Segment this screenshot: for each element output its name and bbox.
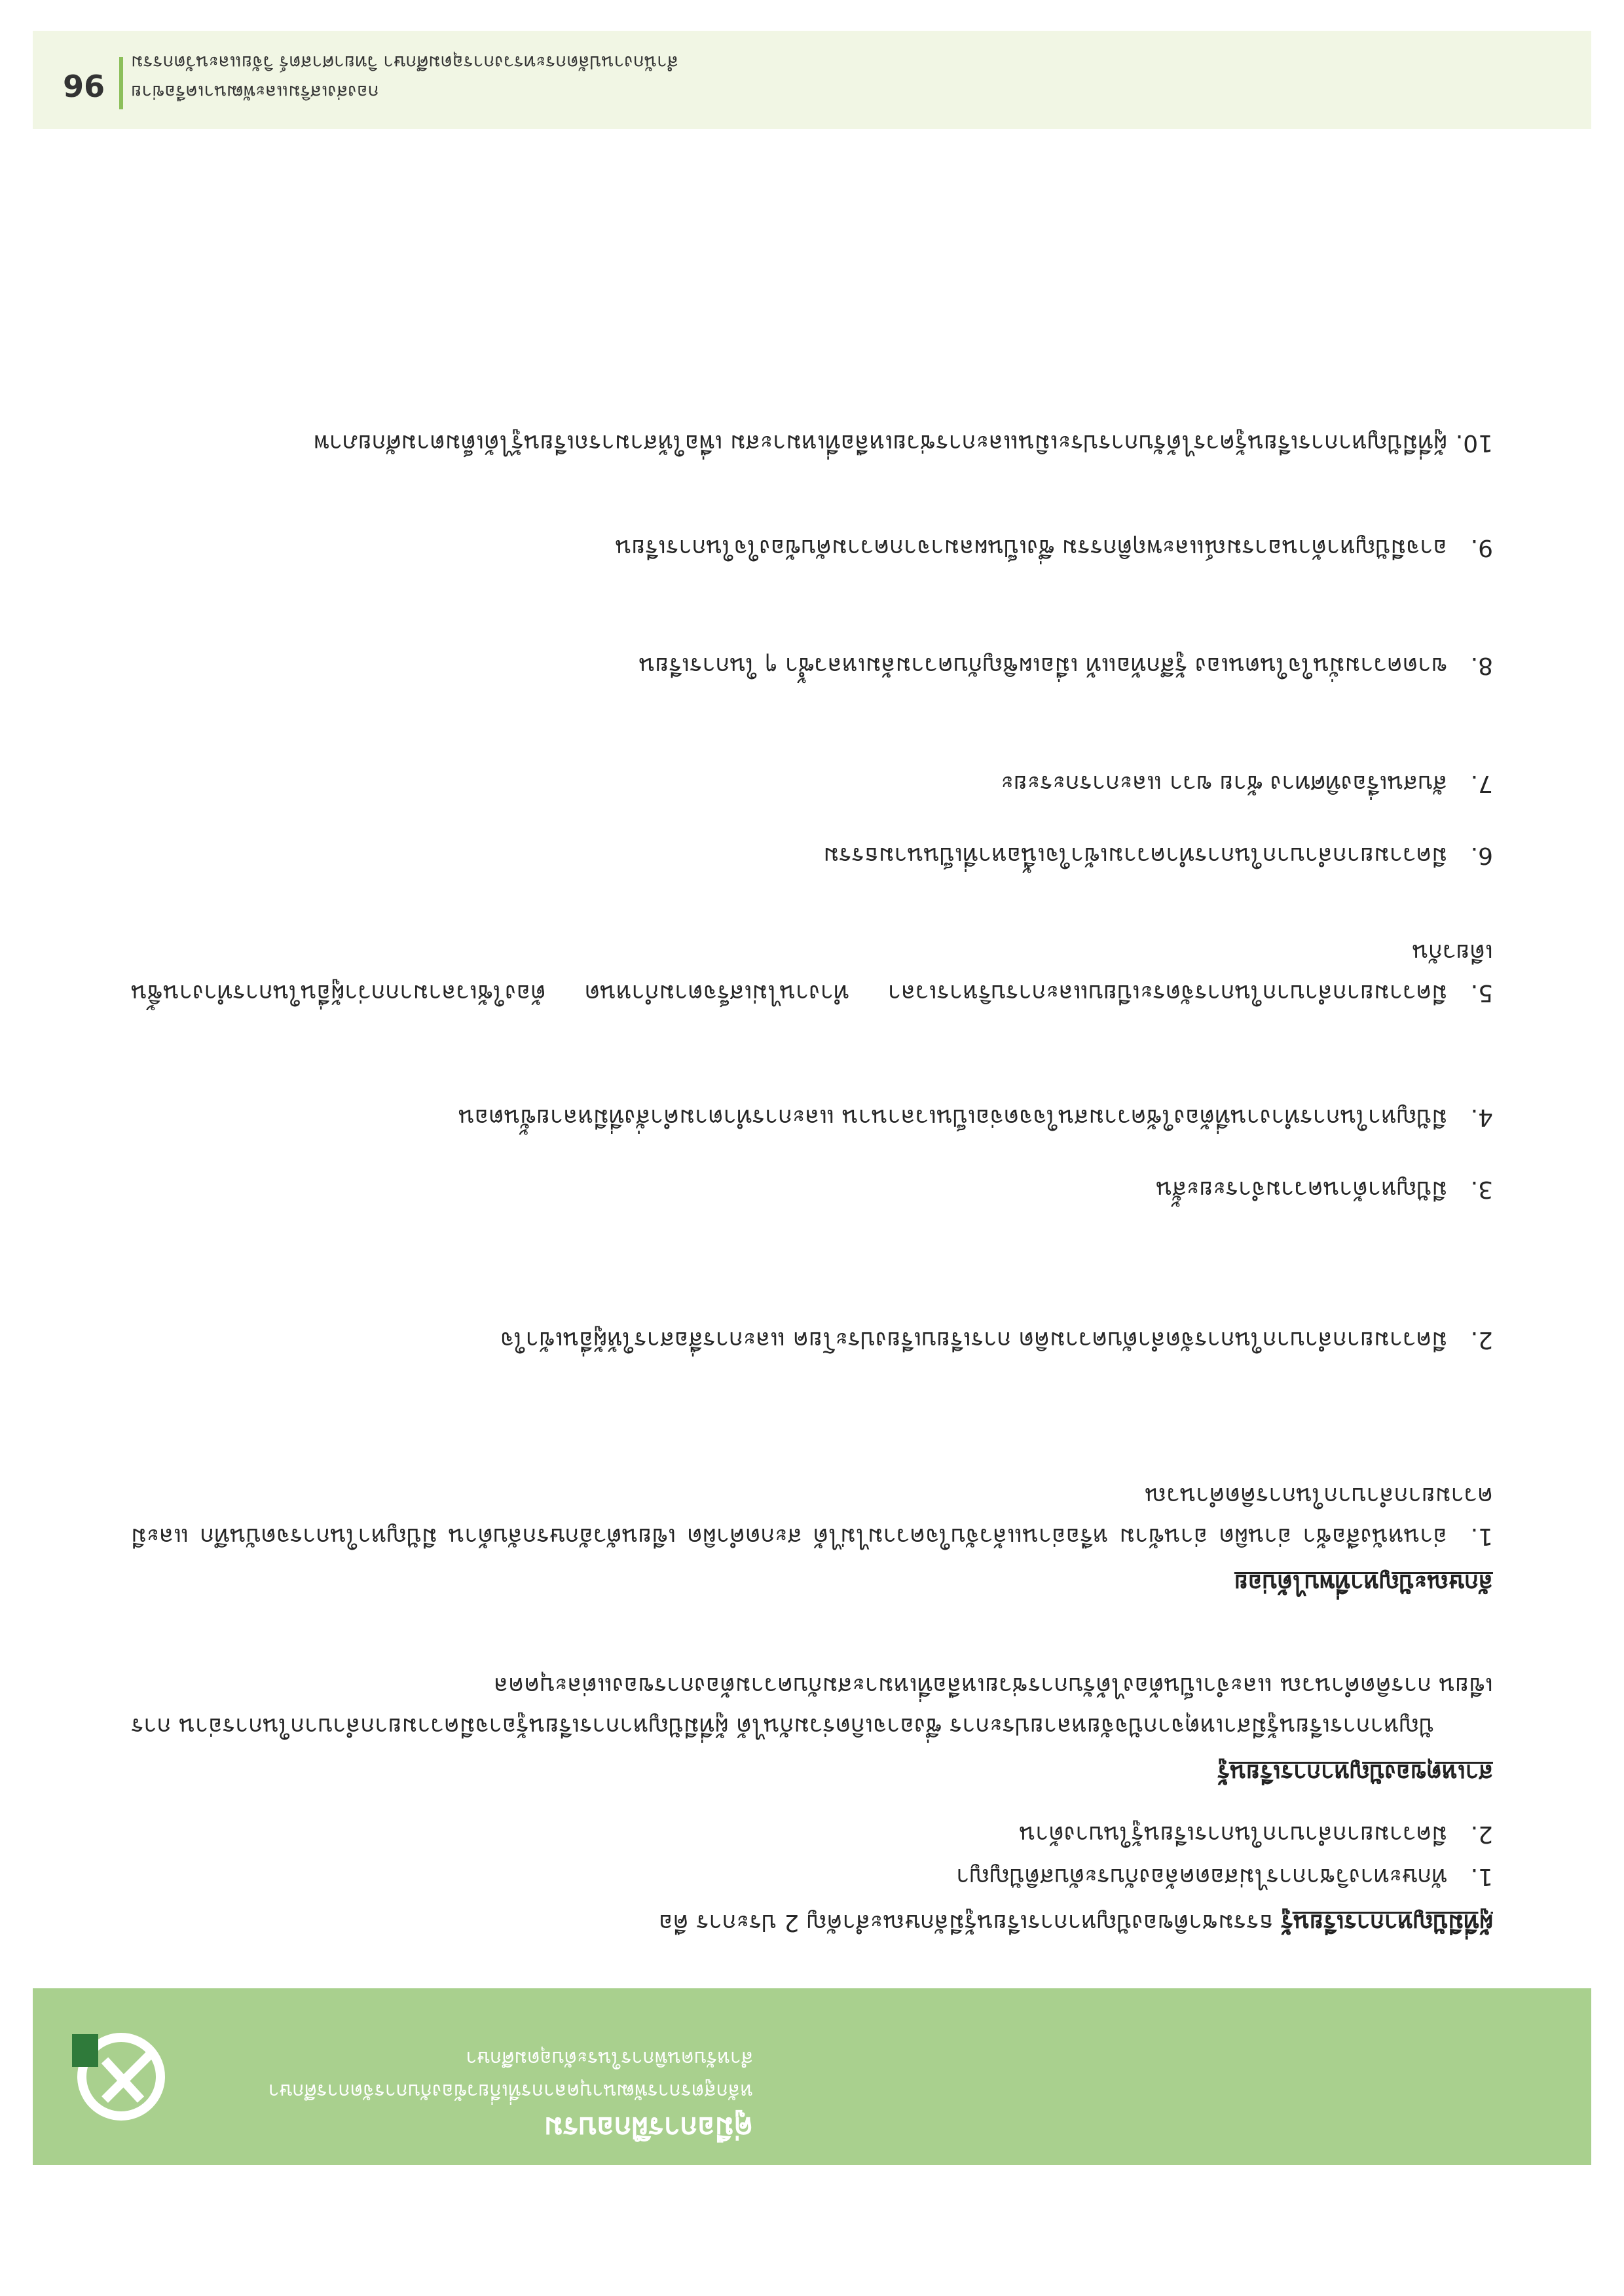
trait-item-2: 2.มีความยากลำบากในการจัดลำดับความคิด การเรียบเรียงประโยค และการสื่อสารให้ผู้อื่นเข้าใจ	[500, 1326, 1493, 1353]
causes-paragraph: ปัญหาการเรียนรู้มีสาเหตุจากปัจจัยหลายประการ ซึ่งอาจเกิดร่วมกันได้ ผู้ที่มีปัญหาการเรียนรู้อาจมีความยากลำบากในการอ่าน การเขียน การคิดคำนวณ และจำเป็นต้องได้รับการช่วยเหลือที่เหมาะสมกับความต้องการของแต่ละบุคคล	[131, 1672, 1493, 1740]
causes-heading: สาเหตุของปัญหาการเรียนรู้	[1217, 1759, 1493, 1786]
footer-line-1: กองส่งเสริมและพัฒนาเครือข่าย	[131, 81, 379, 103]
traits-heading: ลักษณะปัญหาที่พบได้บ่อย	[1234, 1569, 1493, 1596]
page-number: 96	[62, 67, 105, 103]
footer-line-2: สำนักงานปลัดกระทรวงการอุดมศึกษา วิทยาศาสตร์ วิจัยและนวัตกรรม	[131, 52, 678, 73]
trait-item-1: 1.อ่านหนังสือช้า อ่านผิด อ่านข้าม หรืออ่านแล้วจับใจความไม่ได้ สะกดคำผิด เขียนตัวอักษรกลับด้าน มีปัญหาในการจดบันทึก และมีความยากลำบากในการคิดคำนวณ	[131, 1482, 1493, 1550]
trait-item-10: 10.ผู้ที่มีปัญหาการเรียนรู้ควรได้รับการประเมินและการช่วยเหลือที่เหมาะสม เพื่อให้สามารถเรียนรู้ได้เต็มตามศักยภาพ	[313, 429, 1493, 456]
trait-item-8: 8.ขาดความมั่นใจในตนเอง รู้สึกท้อแท้ เมื่อเผชิญกับความล้มเหลวซ้ำ ๆ ในการเรียน	[638, 652, 1493, 679]
intro-paragraph	[131, 1902, 1493, 1942]
trait-item-4: 4.มีปัญหาในการทำงานที่ต้องใช้ความสนใจจดจ่อเป็นเวลานาน และการทำตามคำสั่งที่มีหลายขั้นตอน	[458, 1104, 1493, 1131]
trait-item-7: 7.สับสนเรื่องทิศทาง ซ้าย ขวา และการกะระยะ	[1001, 770, 1493, 797]
trait-item-3: 3.มีปัญหาด้านความจำระยะสั้น	[1156, 1176, 1493, 1203]
intro-item-1: 1.ทักษะทางวิชาการไม่สอดคล้องกับระดับสติปัญญา	[956, 1863, 1493, 1890]
header-subtitle-1: หลักสูตรการพัฒนาบุคลากรที่เกี่ยวข้องกับการจัดการศึกษา	[268, 2079, 753, 2102]
intro-lead: ผู้ที่มีปัญหาการเรียนรู้	[1280, 1909, 1493, 1936]
intro-item-2: 2.มีความยากลำบากในการเรียนรู้ในบางด้าน	[1019, 1821, 1493, 1848]
intro-text: ธรรมชาติของปัญหาการเรียนรู้มีลักษณะสำคัญ 2 ประการ คือ	[658, 1909, 1274, 1936]
header-title: คู่มือการฝึกอบรม	[544, 2111, 753, 2144]
header-subtitle-2: สำหรับคนพิการในระดับอุดมศึกษา	[466, 2047, 753, 2069]
trait-item-6: 6.มีความยากลำบากในการทำความเข้าใจเนื้อหาที่เป็นนามธรรม	[823, 842, 1493, 869]
trait-item-9: 9.อาจมีปัญหาด้านอารมณ์และพฤติกรรม ซึ่งเป็นผลมาจากความคับข้องใจในการเรียน	[615, 534, 1493, 561]
trait-item-5: 5.มีความยากลำบากในการจัดระเบียบและการบริหารเวลา ทำงานไม่เสร็จตามกำหนด ต้องใช้เวลามากกว่าผู้อื่นในการทำงานชิ้นเดียวกัน	[131, 939, 1493, 1006]
